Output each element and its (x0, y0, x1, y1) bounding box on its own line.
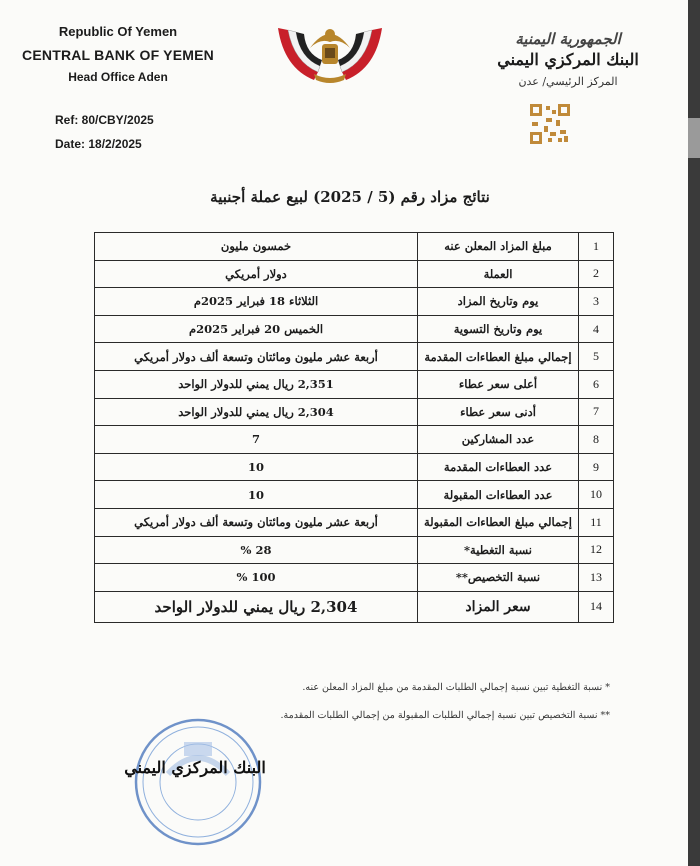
row-label: عدد العطاءات المقدمة (418, 453, 579, 481)
bank-stamp-icon (128, 712, 268, 852)
row-number: 9 (579, 453, 614, 481)
table-row (95, 536, 614, 564)
row-label: العملة (418, 260, 579, 288)
row-value: 10 (95, 481, 418, 509)
row-label: سعر المزاد (418, 591, 579, 622)
table-row (95, 288, 614, 316)
row-number: 12 (579, 536, 614, 564)
row-label: إجمالي مبلغ العطاءات المقبولة (418, 508, 579, 536)
row-value: 28 % (95, 536, 418, 564)
table-row (95, 564, 614, 592)
bank-name: CENTRAL BANK OF YEMEN (22, 47, 214, 63)
row-value: 2,304 ريال يمني للدولار الواحد (95, 398, 418, 426)
row-label: نسبة التغطية* (418, 536, 579, 564)
row-number: 2 (579, 260, 614, 288)
row-number: 7 (579, 398, 614, 426)
table-row (95, 426, 614, 454)
country-name: Republic Of Yemen (58, 24, 178, 39)
table-row (95, 260, 614, 288)
row-value: 2,351 ريال يمني للدولار الواحد (95, 370, 418, 398)
row-label: أدنى سعر عطاء (418, 398, 579, 426)
table-row (95, 343, 614, 371)
allocation-footnote: ** نسبة التخصيص تبين نسبة إجمالي الطلبات المقبولة من إجمالي الطلبات المقدمة. (280, 710, 610, 721)
row-value: 100 % (95, 564, 418, 592)
row-label: يوم وتاريخ المزاد (418, 288, 579, 316)
row-number: 1 (579, 233, 614, 261)
english-letterhead (18, 24, 218, 84)
table-row (95, 370, 614, 398)
document-title: نتائج مزاد رقم (5 / 2025) لبيع عملة أجنبية (210, 188, 490, 206)
row-number: 14 (579, 591, 614, 622)
yemen-emblem-icon (274, 18, 386, 88)
row-label: مبلغ المزاد المعلن عنه (418, 233, 579, 261)
row-label: أعلى سعر عطاء (418, 370, 579, 398)
stamp-label: البنك المركزي اليمني (124, 758, 266, 777)
row-value: الخميس 20 فبراير 2025م (95, 315, 418, 343)
table-row (95, 508, 614, 536)
row-number: 4 (579, 315, 614, 343)
arabic-country-name: الجمهورية اليمنية (515, 30, 621, 48)
row-label: إجمالي مبلغ العطاءات المقدمة (418, 343, 579, 371)
row-number: 3 (579, 288, 614, 316)
row-number: 6 (579, 370, 614, 398)
row-label: عدد المشاركين (418, 426, 579, 454)
table-row (95, 481, 614, 509)
row-value: أربعة عشر مليون ومائتان وتسعة ألف دولار أمريكي (95, 343, 418, 371)
scroll-tab[interactable] (688, 118, 700, 158)
row-label: عدد العطاءات المقبولة (418, 481, 579, 509)
row-number: 10 (579, 481, 614, 509)
reference-block (55, 108, 154, 156)
reference-number: Ref: 80/CBY/2025 (55, 113, 154, 127)
office-name: Head Office Aden (68, 70, 168, 84)
arabic-letterhead (468, 30, 668, 88)
row-value: أربعة عشر مليون ومائتان وتسعة ألف دولار أمريكي (95, 508, 418, 536)
row-value: دولار أمريكي (95, 260, 418, 288)
row-value: 7 (95, 426, 418, 454)
document-date: Date: 18/2/2025 (55, 137, 142, 151)
table-row (95, 591, 614, 622)
row-value: 10 (95, 453, 418, 481)
row-number: 13 (579, 564, 614, 592)
arabic-bank-name: البنك المركزي اليمني (497, 50, 639, 69)
table-row (95, 233, 614, 261)
row-label: نسبة التخصيص** (418, 564, 579, 592)
table-row (95, 453, 614, 481)
row-value: 2,304 ريال يمني للدولار الواحد (95, 591, 418, 622)
table-row (95, 315, 614, 343)
row-number: 8 (579, 426, 614, 454)
row-value: الثلاثاء 18 فبراير 2025م (95, 288, 418, 316)
row-number: 11 (579, 508, 614, 536)
coverage-footnote: * نسبة التغطية تبين نسبة إجمالي الطلبات المقدمة من مبلغ المزاد المعلن عنه. (302, 682, 610, 693)
auction-results-table (94, 232, 614, 623)
row-label: يوم وتاريخ التسوية (418, 315, 579, 343)
row-value: خمسون مليون (95, 233, 418, 261)
qr-code-icon (530, 104, 570, 144)
table-row (95, 398, 614, 426)
arabic-office-name: المركز الرئيسي/ عدن (518, 75, 618, 88)
row-number: 5 (579, 343, 614, 371)
